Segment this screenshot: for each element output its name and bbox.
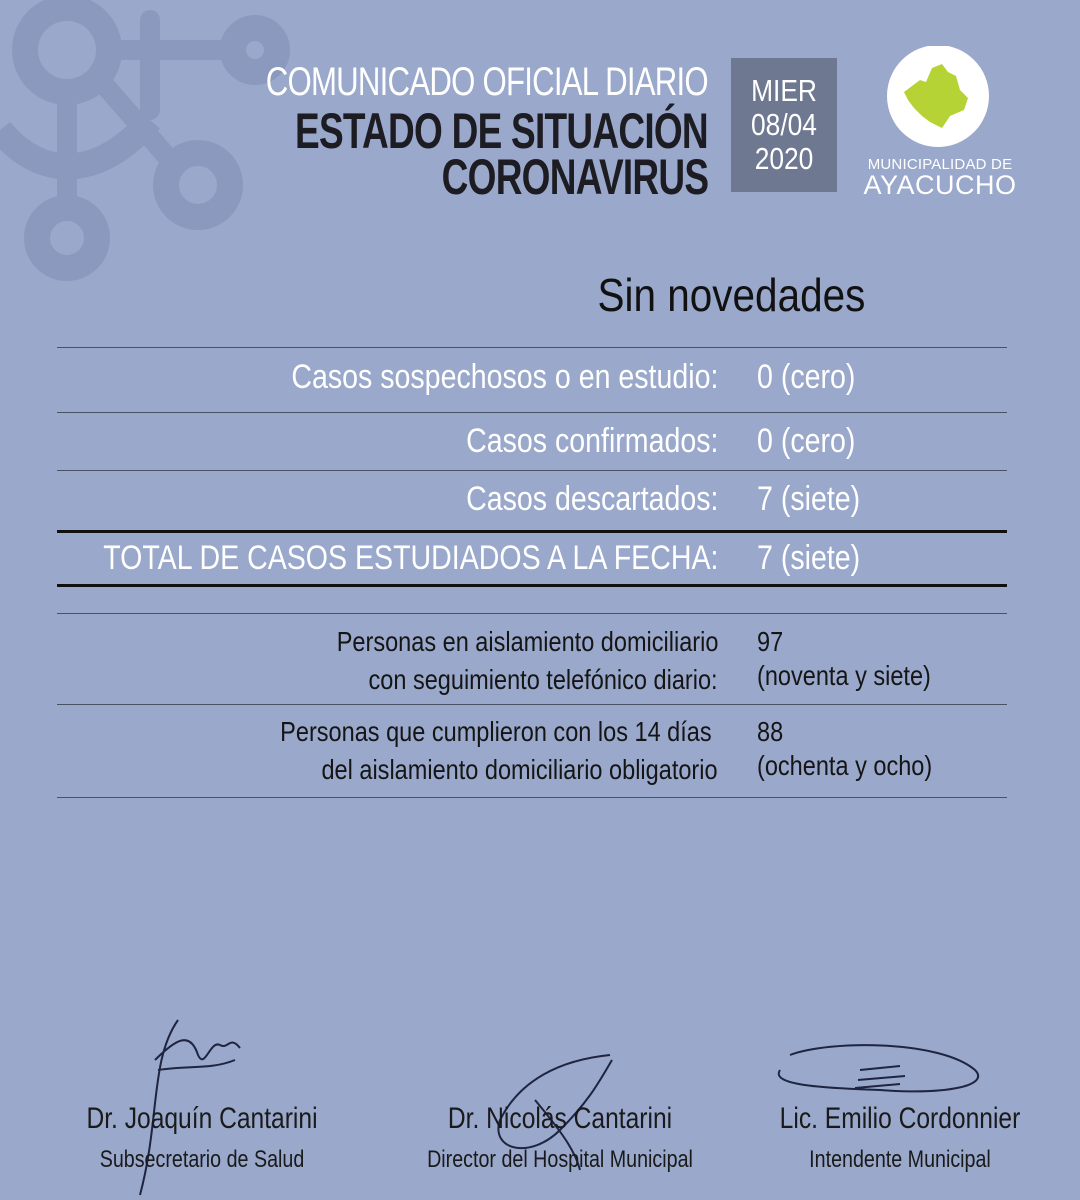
- completed-isolation-label-line-1: Personas que cumplieron con los 14 días: [280, 716, 712, 747]
- completed-isolation-label-line-2: del aislamiento domiciliario obligatorio: [321, 754, 718, 785]
- discarded-cases-label: Casos descartados:: [465, 480, 718, 518]
- header-line-1: COMUNICADO OFICIAL DIARIO: [265, 60, 708, 104]
- date-date: 08/04: [751, 107, 817, 142]
- logo-text-line-1: MUNICIPALIDAD DE: [867, 156, 1013, 173]
- table-rule-thick: [57, 530, 1007, 533]
- signatory-2-name: Dr. Nicolás Cantarini: [447, 1102, 673, 1135]
- isolation-value-words: (noventa y siete): [757, 660, 931, 691]
- completed-isolation-value-number: 88: [757, 716, 784, 747]
- signatory-3-role: Intendente Municipal: [809, 1146, 991, 1173]
- logo-text-line-2: AYACUCHO: [863, 170, 1017, 200]
- signatory-1-role: Subsecretario de Salud: [99, 1146, 305, 1173]
- signatory-3-name: Lic. Emilio Cordonnier: [779, 1102, 1021, 1135]
- suspected-cases-label: Casos sospechosos o en estudio:: [290, 358, 718, 396]
- date-box: [731, 58, 837, 192]
- confirmed-cases-value: 0 (cero): [757, 422, 856, 460]
- discarded-cases-value: 7 (siete): [757, 480, 861, 518]
- table-rule: [57, 613, 1007, 614]
- table-rule-thick: [57, 584, 1007, 587]
- isolation-value-number: 97: [757, 626, 784, 657]
- header-line-2: ESTADO DE SITUACIÓN: [295, 103, 708, 159]
- signatory-2-role: Director del Hospital Municipal: [427, 1146, 693, 1173]
- header-line-3: CORONAVIRUS: [441, 149, 708, 205]
- table-rule: [57, 412, 1007, 413]
- isolation-label-line-1: Personas en aislamiento domiciliario: [336, 626, 718, 657]
- date-day: MIER: [751, 73, 817, 108]
- signatory-1-name: Dr. Joaquín Cantarini: [86, 1102, 318, 1135]
- completed-isolation-value-words: (ochenta y ocho): [757, 750, 933, 781]
- table-rule: [57, 470, 1007, 471]
- table-rule: [57, 797, 1007, 798]
- confirmed-cases-label: Casos confirmados:: [465, 422, 718, 460]
- virus-molecule-decoration: [0, 0, 320, 300]
- total-cases-label: TOTAL DE CASOS ESTUDIADOS A LA FECHA:: [102, 539, 718, 577]
- table-rule: [57, 347, 1007, 348]
- signature-3-scribble: [779, 1045, 978, 1091]
- suspected-cases-value: 0 (cero): [757, 358, 856, 396]
- total-cases-value: 7 (siete): [757, 539, 861, 577]
- status-subtitle: Sin novedades: [597, 269, 865, 321]
- isolation-label-line-2: con seguimiento telefónico diario:: [368, 664, 718, 695]
- table-rule: [57, 704, 1007, 705]
- date-year: 2020: [754, 141, 814, 176]
